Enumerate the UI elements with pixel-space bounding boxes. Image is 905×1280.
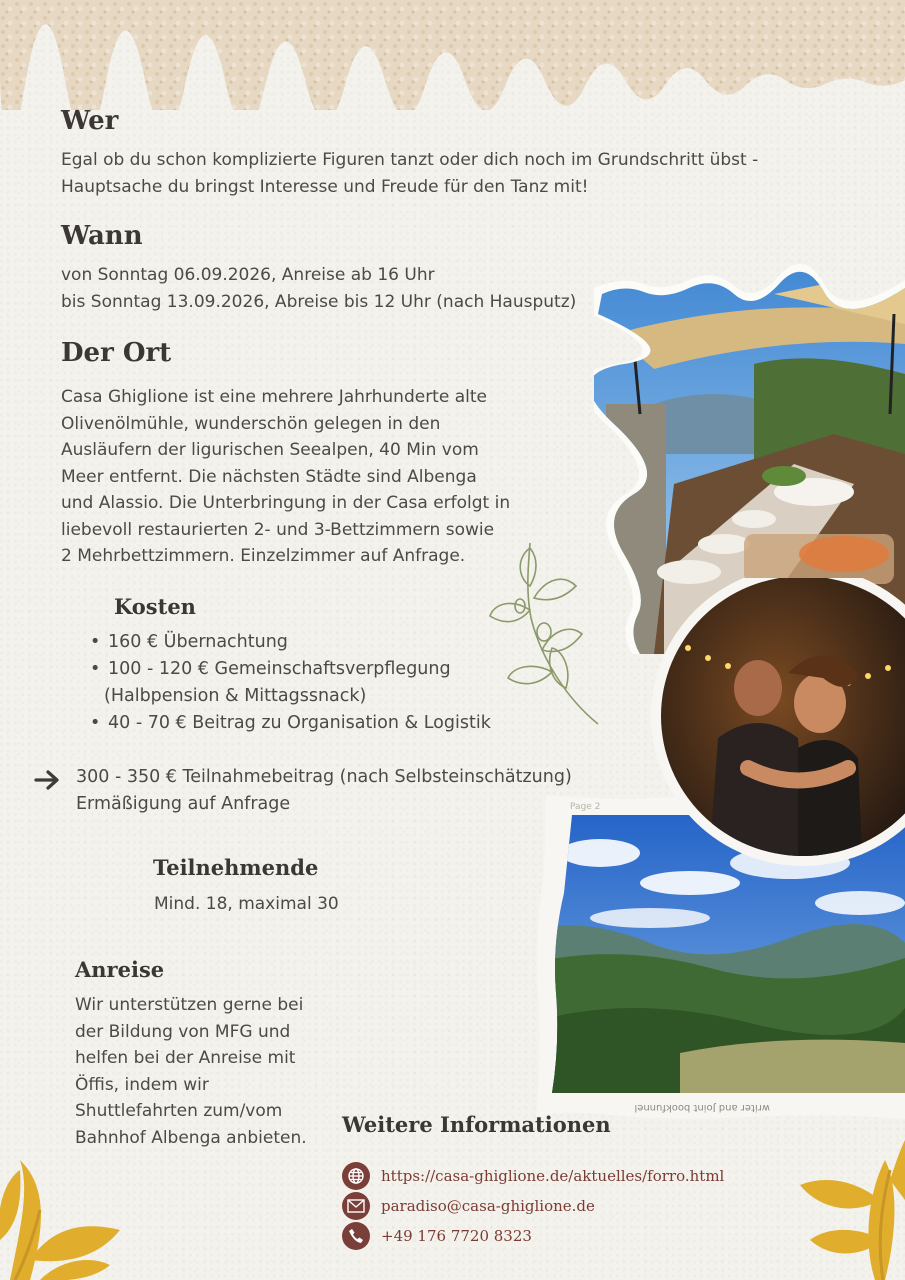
wer-text — [61, 147, 821, 200]
phone-link[interactable]: +49 176 7720 8323 — [381, 1227, 532, 1245]
phone-icon — [342, 1222, 370, 1250]
ort-line: Meer entfernt. Die nächsten Städte sind Albenga — [61, 466, 477, 487]
olive-branch-icon — [486, 538, 606, 728]
ort-line: liebevoll restaurierten 2- und 3-Bettzimmern sowie — [61, 519, 495, 540]
yellow-leaves-right-icon — [795, 1140, 905, 1280]
participation-text — [76, 764, 596, 817]
globe-icon — [342, 1162, 370, 1190]
ort-line: und Alassio. Die Unterbringung in der Casa erfolgt in — [61, 493, 511, 513]
website-link[interactable]: https://casa-ghiglione.de/aktuelles/forro.html — [381, 1167, 725, 1185]
kosten-heading: Kosten — [114, 594, 196, 619]
wer-heading: Wer — [61, 106, 119, 136]
ort-heading: Der Ort — [61, 338, 172, 368]
teilnehmende-text: Mind. 18, maximal 30 — [154, 894, 339, 914]
email-row — [342, 1192, 595, 1220]
participation-line: 300 - 350 € Teilnahmebeitrag (nach Selbsteinschätzung) — [76, 767, 572, 787]
polaroid-bottom-label: writer and Joint bookfunnel — [634, 1102, 770, 1113]
wer-text-line: Egal ob du schon komplizierte Figuren tanzt oder dich noch im Grundschritt übst - — [61, 150, 759, 170]
teilnehmende-heading: Teilnehmende — [153, 855, 319, 880]
polaroid-top-label: Page 2 — [570, 802, 601, 812]
anreise-line: Öffis, indem wir — [75, 1074, 209, 1095]
anreise-line: Wir unterstützen gerne bei — [75, 995, 304, 1015]
arrow-right-icon — [34, 769, 62, 791]
info-heading: Weitere Informationen — [342, 1112, 611, 1137]
yellow-leaves-left-icon — [0, 1150, 125, 1280]
wann-text — [61, 262, 621, 315]
website-row — [342, 1162, 724, 1190]
kosten-item-text: 100 - 120 € Gemeinschaftsverpflegung — [108, 659, 451, 679]
email-link[interactable]: paradiso@casa-ghiglione.de — [381, 1197, 595, 1215]
ort-line: Casa Ghiglione ist eine mehrere Jahrhunderte alte — [61, 387, 487, 407]
kosten-item-text: 40 - 70 € Beitrag zu Organisation & Logistik — [108, 713, 491, 733]
ort-line: 2 Mehrbettzimmern. Einzelzimmer auf Anfrage. — [61, 546, 466, 566]
anreise-line: helfen bei der Anreise mit — [75, 1048, 296, 1068]
anreise-line: der Bildung von MFG und — [75, 1021, 291, 1042]
anreise-line: Bahnhof Albenga anbieten. — [75, 1127, 307, 1148]
participation-line: Ermäßigung auf Anfrage — [76, 793, 291, 814]
phone-row — [342, 1222, 532, 1250]
ort-line: Olivenölmühle, wunderschön gelegen in den — [61, 413, 441, 434]
wer-text-line: Hauptsache du bringst Interesse und Freude für den Tanz mit! — [61, 176, 589, 197]
kosten-item-subtext: (Halbpension & Mittagssnack) — [104, 686, 367, 706]
wann-line: von Sonntag 06.09.2026, Anreise ab 16 Uhr — [61, 265, 435, 285]
torn-paper-header — [0, 0, 905, 110]
anreise-line: Shuttlefahrten zum/vom — [75, 1101, 283, 1121]
kosten-item-text: 160 € Übernachtung — [108, 632, 288, 652]
anreise-text — [75, 992, 345, 1151]
dancing-couple-photo — [648, 578, 905, 878]
wann-line: bis Sonntag 13.09.2026, Abreise bis 12 Uhr (nach Hausputz) — [61, 291, 577, 312]
wann-heading: Wann — [61, 221, 143, 251]
ort-line: Ausläufern der ligurischen Seealpen, 40 Min vom — [61, 440, 479, 460]
anreise-heading: Anreise — [75, 957, 165, 982]
envelope-icon — [342, 1192, 370, 1220]
